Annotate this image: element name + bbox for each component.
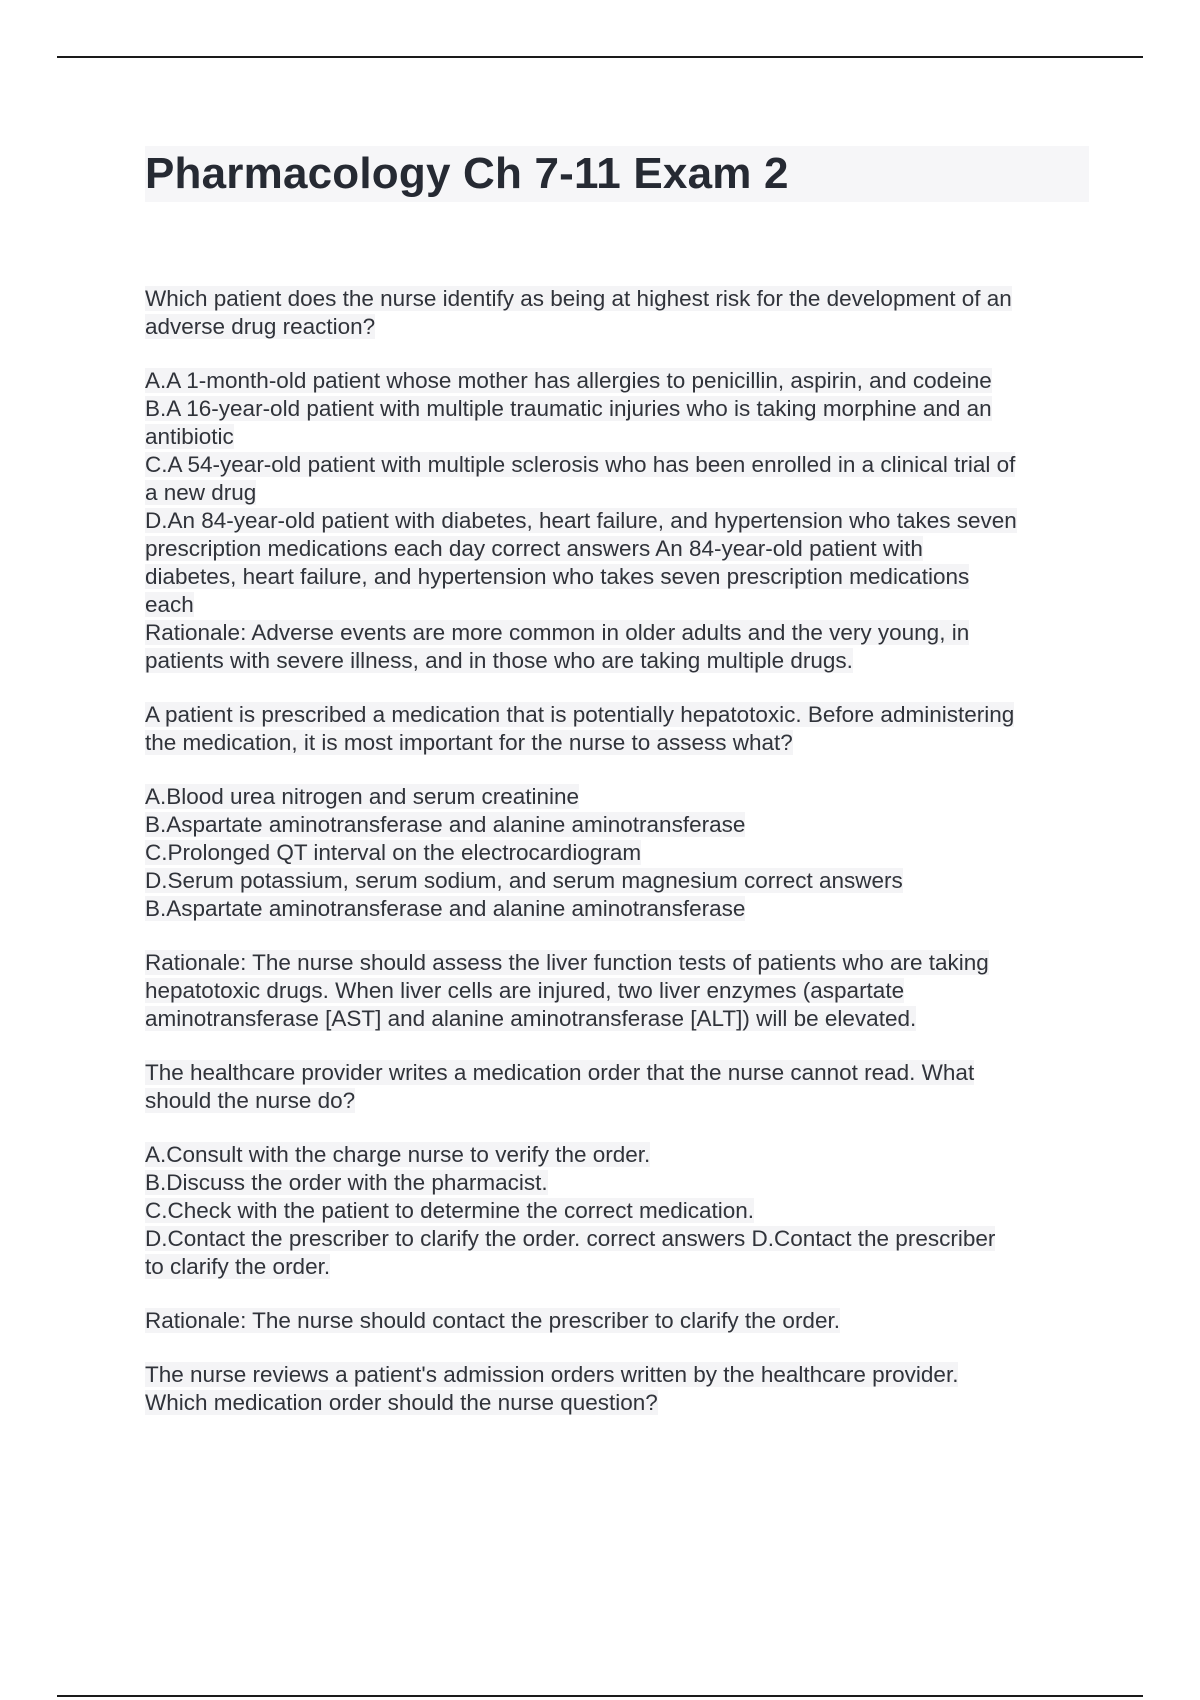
question-block	[145, 701, 1089, 757]
answers-line	[145, 1197, 1089, 1225]
line-text: A.A 1-month-old patient whose mother has allergies to penicillin, aspirin, and codeine	[145, 368, 992, 393]
line-text: prescription medications each day correct answers An 84-year-old patient with	[145, 536, 923, 561]
line-text: B.Aspartate aminotransferase and alanine aminotransferase	[145, 896, 746, 921]
line-text: D.Contact the prescriber to clarify the order. correct answers D.Contact the prescriber	[145, 1226, 996, 1251]
line-text: A.Consult with the charge nurse to verify the order.	[145, 1142, 651, 1167]
document-title: Pharmacology Ch 7-11 Exam 2	[145, 149, 789, 198]
line-text: each	[145, 592, 194, 617]
answers-line	[145, 647, 1089, 675]
question-line	[145, 1087, 1089, 1115]
answers-line	[145, 1169, 1089, 1197]
answers-line	[145, 535, 1089, 563]
answers-line	[145, 563, 1089, 591]
line-text: Which patient does the nurse identify as being at highest risk for the development of an	[145, 286, 1012, 311]
question-block	[145, 285, 1089, 341]
answers-block	[145, 1141, 1089, 1281]
question-line	[145, 729, 1089, 757]
question-line	[145, 701, 1089, 729]
rationale-line	[145, 977, 1089, 1005]
question-line	[145, 313, 1089, 341]
answers-line	[145, 839, 1089, 867]
line-text: should the nurse do?	[145, 1088, 356, 1113]
answers-line	[145, 811, 1089, 839]
line-text: diabetes, heart failure, and hypertension who takes seven prescription medications	[145, 564, 970, 589]
line-text: D.An 84-year-old patient with diabetes, heart failure, and hypertension who takes seven	[145, 508, 1017, 533]
top-rule	[57, 56, 1143, 58]
answers-line	[145, 451, 1089, 479]
line-text: hepatotoxic drugs. When liver cells are injured, two liver enzymes (aspartate	[145, 978, 905, 1003]
line-text: a new drug	[145, 480, 257, 505]
bottom-rule	[57, 1695, 1143, 1697]
line-text: Rationale: The nurse should assess the liver function tests of patients who are taking	[145, 950, 989, 975]
answers-line	[145, 423, 1089, 451]
answers-line	[145, 619, 1089, 647]
answers-line	[145, 367, 1089, 395]
line-text: B.Discuss the order with the pharmacist.	[145, 1170, 548, 1195]
answers-line	[145, 479, 1089, 507]
line-text: patients with severe illness, and in those who are taking multiple drugs.	[145, 648, 853, 673]
line-text: D.Serum potassium, serum sodium, and serum magnesium correct answers	[145, 868, 903, 893]
question-block	[145, 1059, 1089, 1115]
line-text: aminotransferase [AST] and alanine aminotransferase [ALT]) will be elevated.	[145, 1006, 917, 1031]
answers-line	[145, 1141, 1089, 1169]
line-text: B.Aspartate aminotransferase and alanine aminotransferase	[145, 812, 746, 837]
line-text: A.Blood urea nitrogen and serum creatinine	[145, 784, 580, 809]
line-text: Rationale: Adverse events are more common in older adults and the very young, in	[145, 620, 970, 645]
qa-blocks	[145, 285, 1089, 1417]
rationale-block	[145, 1307, 1089, 1335]
line-text: C.Prolonged QT interval on the electrocardiogram	[145, 840, 642, 865]
answers-line	[145, 1253, 1089, 1281]
rationale-line	[145, 949, 1089, 977]
line-text: Which medication order should the nurse question?	[145, 1390, 658, 1415]
question-block	[145, 1361, 1089, 1417]
answers-line	[145, 1225, 1089, 1253]
line-text: Rationale: The nurse should contact the prescriber to clarify the order.	[145, 1308, 840, 1333]
question-line	[145, 1361, 1089, 1389]
question-line	[145, 1389, 1089, 1417]
answers-line	[145, 867, 1089, 895]
answers-line	[145, 507, 1089, 535]
line-text: B.A 16-year-old patient with multiple traumatic injuries who is taking morphine and an	[145, 396, 992, 421]
line-text: antibiotic	[145, 424, 234, 449]
line-text: A patient is prescribed a medication that is potentially hepatotoxic. Before administering	[145, 702, 1015, 727]
line-text: the medication, it is most important for the nurse to assess what?	[145, 730, 793, 755]
line-text: to clarify the order.	[145, 1254, 331, 1279]
line-text: C.Check with the patient to determine the correct medication.	[145, 1198, 755, 1223]
question-line	[145, 1059, 1089, 1087]
rationale-block	[145, 949, 1089, 1033]
answers-line	[145, 395, 1089, 423]
answers-line	[145, 783, 1089, 811]
line-text: The nurse reviews a patient's admission orders written by the healthcare provider.	[145, 1362, 959, 1387]
line-text: adverse drug reaction?	[145, 314, 376, 339]
answers-line	[145, 591, 1089, 619]
question-line	[145, 285, 1089, 313]
document-body	[145, 146, 1089, 1443]
rationale-line	[145, 1307, 1089, 1335]
answers-line	[145, 895, 1089, 923]
line-text: The healthcare provider writes a medication order that the nurse cannot read. What	[145, 1060, 975, 1085]
answers-block	[145, 783, 1089, 923]
answers-block	[145, 367, 1089, 675]
line-text: C.A 54-year-old patient with multiple sclerosis who has been enrolled in a clinical trial of	[145, 452, 1016, 477]
title-bar	[145, 146, 1089, 202]
rationale-line	[145, 1005, 1089, 1033]
